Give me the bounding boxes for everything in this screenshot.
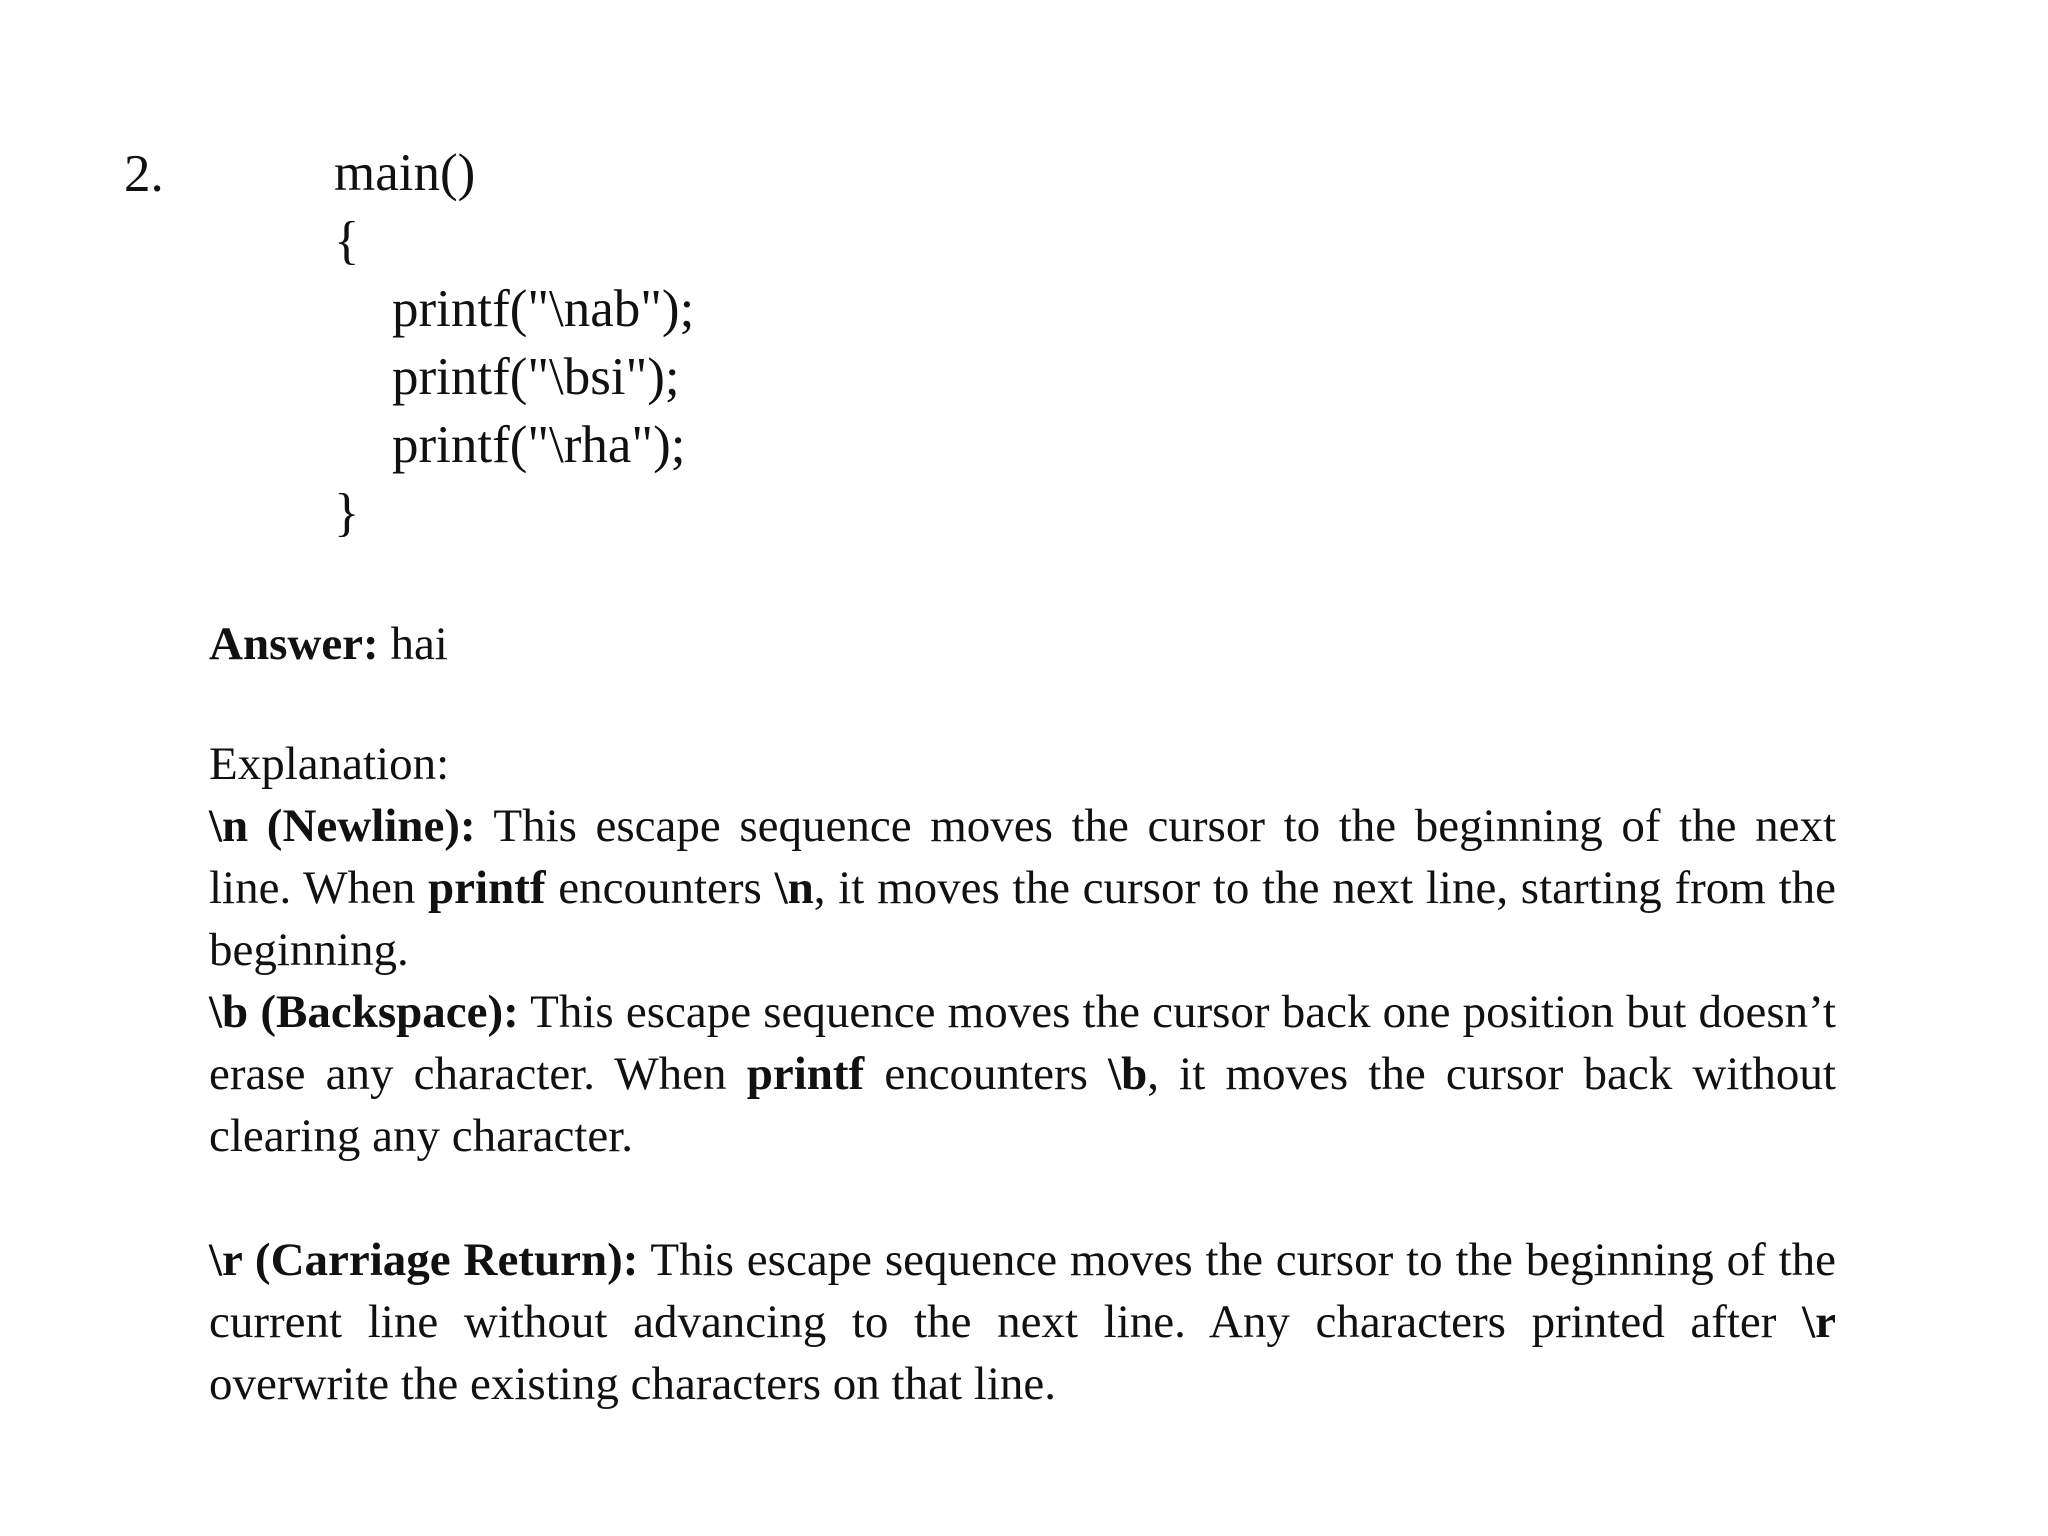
code-line: printf("\rha");: [392, 416, 686, 474]
newline-keyword-escape: \n: [774, 862, 814, 914]
carriage-return-text-1: This escape sequence moves the cursor to the beginning of the current line without advancing to the next line. Any characters printed after: [209, 1234, 1836, 1348]
explanation-section: [209, 733, 1836, 1415]
carriage-return-keyword-escape: \r: [1802, 1296, 1836, 1348]
answer-value: hai: [390, 618, 448, 670]
backspace-paragraph: [209, 981, 1836, 1167]
newline-keyword-printf: printf: [428, 862, 546, 914]
backspace-term: \b (Backspace):: [209, 986, 519, 1038]
code-line: main(): [334, 144, 476, 202]
code-snippet: [334, 139, 694, 547]
newline-text-2: encounters: [545, 862, 775, 914]
question-number: 2.: [124, 145, 164, 203]
paragraph-gap: [209, 1167, 1836, 1229]
code-line: {: [334, 212, 360, 270]
backspace-keyword-printf: printf: [746, 1048, 865, 1100]
newline-text-1: This escape sequence moves the cursor to the beginning of the next line. When: [209, 800, 1837, 914]
newline-text-3: , it moves the cursor to the next line, starting from the beginning.: [209, 862, 1836, 976]
backspace-text-3: , it moves the cursor back without clearing any character.: [209, 1048, 1836, 1162]
explanation-title: Explanation:: [209, 738, 450, 790]
newline-term: \n (Newline):: [209, 800, 476, 852]
code-line: }: [334, 484, 360, 542]
backspace-text-2: encounters: [864, 1048, 1109, 1100]
carriage-return-text-2: overwrite the existing characters on that line.: [209, 1358, 1056, 1410]
newline-paragraph: [209, 795, 1836, 981]
answer-line: [209, 609, 448, 679]
backspace-keyword-escape: \b: [1108, 1048, 1148, 1100]
carriage-return-paragraph: [209, 1229, 1836, 1415]
carriage-return-term: \r (Carriage Return):: [209, 1234, 639, 1286]
answer-label: Answer:: [209, 618, 379, 670]
backspace-text-1: This escape sequence moves the cursor back one position but doesn’t erase any character. When: [209, 986, 1836, 1100]
code-line: printf("\bsi");: [392, 348, 680, 406]
code-line: printf("\nab");: [392, 280, 695, 338]
